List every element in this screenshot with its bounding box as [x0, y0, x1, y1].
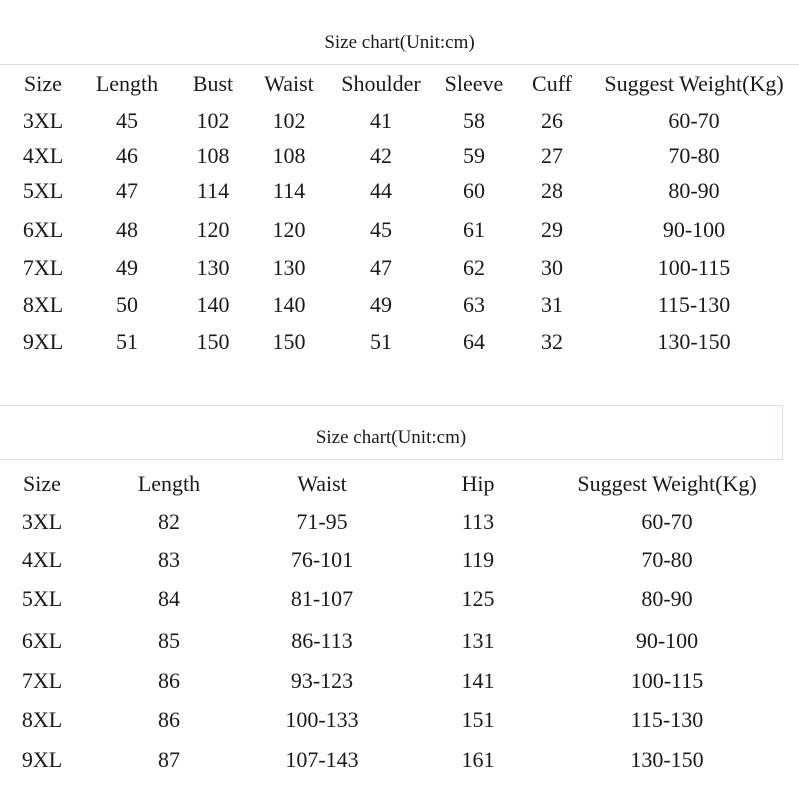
table-cell: 86	[158, 668, 180, 693]
table-row	[0, 504, 799, 540]
table-cell: 125	[461, 586, 495, 611]
table-cell: 30	[541, 255, 563, 280]
table-cell: 4XL	[22, 143, 64, 168]
column-header: Suggest Weight(Kg)	[577, 471, 757, 496]
table-cell: 86	[158, 707, 180, 732]
table-cell: 130-150	[630, 747, 704, 772]
table-cell: 26	[541, 108, 563, 133]
table-cell: 87	[158, 747, 180, 772]
table-cell: 49	[370, 292, 392, 317]
table-row	[0, 287, 799, 323]
table-cell: 45	[370, 217, 392, 242]
table-cell: 47	[116, 178, 138, 203]
table-cell: 120	[196, 217, 230, 242]
table-row	[0, 173, 799, 209]
table-cell: 60-70	[668, 108, 720, 133]
table-cell: 150	[196, 329, 230, 354]
column-header: Shoulder	[341, 71, 421, 96]
column-header: Waist	[264, 71, 314, 96]
column-header: Sleeve	[444, 71, 504, 96]
column-header: Size	[24, 71, 62, 96]
table-cell: 102	[196, 108, 230, 133]
table-row	[0, 250, 799, 286]
table-cell: 28	[541, 178, 563, 203]
column-header: Suggest Weight(Kg)	[604, 71, 784, 96]
table-cell: 7XL	[21, 668, 63, 693]
table-cell: 76-101	[290, 547, 354, 572]
table-row	[0, 581, 799, 617]
table-cell: 9XL	[21, 747, 63, 772]
table-cell: 130	[196, 255, 230, 280]
table-cell: 70-80	[641, 547, 693, 572]
table-cell: 51	[116, 329, 138, 354]
column-header: Length	[95, 71, 159, 96]
table-cell: 9XL	[22, 329, 64, 354]
size-chart-top	[0, 0, 799, 360]
table-cell: 63	[463, 292, 485, 317]
table-cell: 131	[461, 628, 495, 653]
table-cell: 114	[196, 178, 230, 203]
table-cell: 151	[461, 707, 495, 732]
table-cell: 47	[370, 255, 392, 280]
table-cell: 42	[370, 143, 392, 168]
table-cell: 64	[463, 329, 485, 354]
table-cell: 161	[461, 747, 495, 772]
table-cell: 86-113	[291, 628, 353, 653]
table-cell: 100-115	[630, 668, 704, 693]
column-header: Hip	[461, 471, 495, 496]
table-cell: 71-95	[296, 509, 348, 534]
table-cell: 41	[370, 108, 392, 133]
table-cell: 5XL	[21, 586, 63, 611]
table-cell: 100-115	[657, 255, 731, 280]
size-chart-bottom	[0, 405, 799, 799]
table-cell: 108	[196, 143, 230, 168]
table-cell: 45	[116, 108, 138, 133]
table-cell: 6XL	[21, 628, 63, 653]
table-cell: 115-130	[630, 707, 704, 732]
table-cell: 51	[370, 329, 392, 354]
table-cell: 3XL	[22, 108, 64, 133]
table-cell: 81-107	[290, 586, 354, 611]
column-header: Length	[137, 471, 201, 496]
table-cell: 31	[541, 292, 563, 317]
table-row	[0, 702, 799, 738]
table-cell: 119	[461, 547, 495, 572]
table-cell: 90-100	[635, 628, 699, 653]
table-cell: 44	[370, 178, 392, 203]
table-cell: 50	[116, 292, 138, 317]
table-cell: 140	[196, 292, 230, 317]
table-cell: 49	[116, 255, 138, 280]
table-cell: 62	[463, 255, 485, 280]
table-row	[0, 212, 799, 248]
table-cell: 100-133	[285, 707, 359, 732]
table-cell: 114	[272, 178, 306, 203]
table-cell: 29	[541, 217, 563, 242]
chart-title: Size chart(Unit:cm)	[0, 405, 783, 460]
table-cell: 113	[461, 509, 495, 534]
table-cell: 61	[463, 217, 485, 242]
table-cell: 140	[272, 292, 306, 317]
table-row	[0, 138, 799, 174]
table-cell: 60-70	[641, 509, 693, 534]
table-cell: 3XL	[21, 509, 63, 534]
column-header: Size	[23, 471, 61, 496]
table-cell: 115-130	[657, 292, 731, 317]
table-cell: 82	[158, 509, 180, 534]
table-row	[0, 324, 799, 360]
table-cell: 8XL	[21, 707, 63, 732]
table-cell: 6XL	[22, 217, 64, 242]
table-cell: 108	[272, 143, 306, 168]
table-cell: 58	[463, 108, 485, 133]
table-cell: 70-80	[668, 143, 720, 168]
table-cell: 90-100	[662, 217, 726, 242]
table-cell: 5XL	[22, 178, 64, 203]
table-cell: 59	[463, 143, 485, 168]
table-cell: 80-90	[641, 586, 693, 611]
table-cell: 32	[541, 329, 563, 354]
table-cell: 93-123	[290, 668, 354, 693]
header-row	[0, 466, 799, 502]
table-cell: 48	[116, 217, 138, 242]
table-cell: 7XL	[22, 255, 64, 280]
chart-title: Size chart(Unit:cm)	[0, 20, 799, 65]
table-row	[0, 742, 799, 778]
table-row	[0, 542, 799, 578]
header-row	[0, 66, 799, 102]
table-cell: 150	[272, 329, 306, 354]
table-row	[0, 623, 799, 659]
column-header: Cuff	[532, 71, 572, 96]
table-cell: 102	[272, 108, 306, 133]
table-cell: 84	[158, 586, 180, 611]
table-cell: 46	[116, 143, 138, 168]
table-row	[0, 663, 799, 699]
table-cell: 120	[272, 217, 306, 242]
table-cell: 85	[158, 628, 180, 653]
table-cell: 83	[158, 547, 180, 572]
table-cell: 27	[541, 143, 563, 168]
table-cell: 141	[461, 668, 495, 693]
table-cell: 130-150	[657, 329, 731, 354]
table-cell: 60	[463, 178, 485, 203]
column-header: Bust	[192, 71, 234, 96]
table-cell: 130	[272, 255, 306, 280]
table-cell: 80-90	[668, 178, 720, 203]
table-cell: 8XL	[22, 292, 64, 317]
column-header: Waist	[297, 471, 347, 496]
table-cell: 107-143	[285, 747, 359, 772]
table-cell: 4XL	[21, 547, 63, 572]
table-row	[0, 103, 799, 139]
